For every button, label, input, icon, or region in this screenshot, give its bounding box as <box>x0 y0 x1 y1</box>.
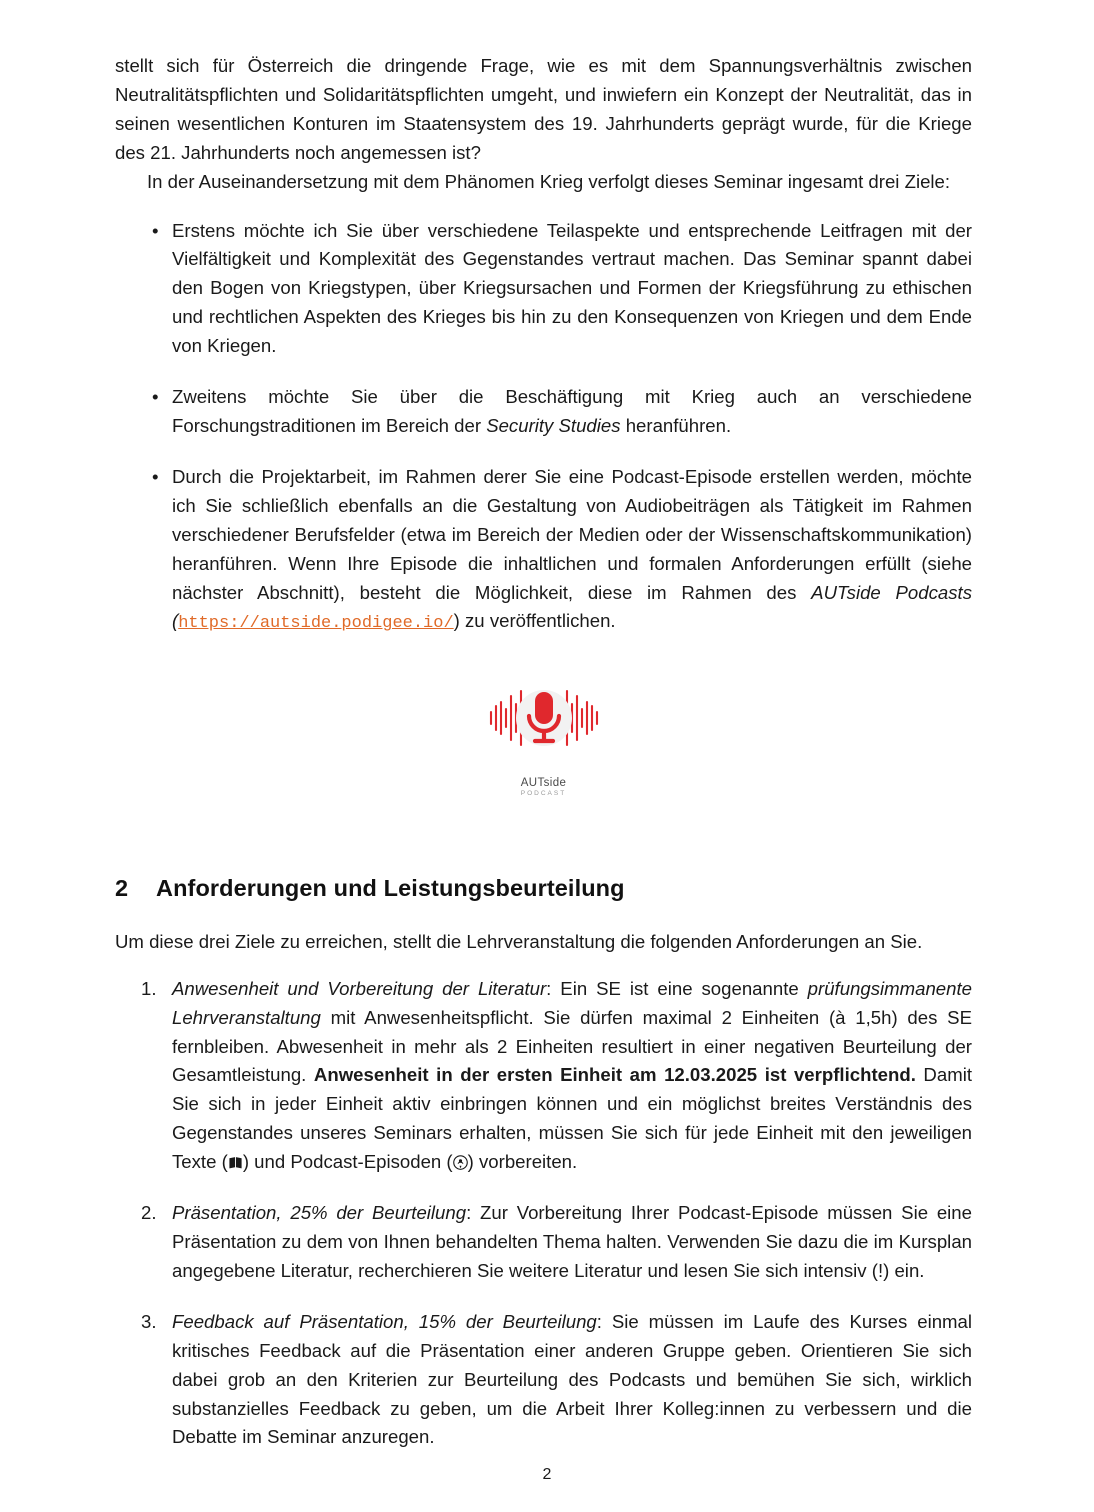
autside-podcast-link[interactable]: https://autside.podigee.io/ <box>178 614 454 634</box>
list-item <box>115 1199 972 1286</box>
autside-podcast-logo <box>115 678 972 797</box>
list-item <box>115 217 972 362</box>
goal-2-italic: Security Studies <box>486 414 621 436</box>
goal-3-text-after: ) zu veröffentlichen. <box>453 610 616 632</box>
page-number: 2 <box>542 1466 552 1483</box>
req-1-lead: Anwesenheit und Vorbereitung der Literatur <box>172 977 547 999</box>
req-1-t3: Damit Sie sich in jeder Einheit aktiv einbringen können und ein möglichst breites Verständnis des Gegenstandes unseres Seminars erhalten, müssen Sie sich für jede Einheit mit den jeweiligen Texte ( <box>172 1064 972 1173</box>
req-3-lead: Feedback auf Präsentation, 15% der Beurteilung <box>172 1310 597 1332</box>
goal-1-text: Erstens möchte ich Sie über verschiedene Teilaspekte und entsprechende Leitfragen mit der Vielfältigkeit und Komplexität des Gegenstandes vertraut machen. Das Seminar spannt dabei den Bogen von Kriegstypen, über Kriegsursachen und Formen der Kriegsführung zu ethischen und rechtlichen Aspekten des Krieges bis hin zu den Konsequenzen von Kriegen und dem Ende von Kriegen. <box>172 219 972 357</box>
section-number: 2 <box>115 874 129 901</box>
logo-subtitle: PODCAST <box>520 789 567 797</box>
req-1-t2: mit Anwesenheitspflicht. Sie dürfen maximal 2 Einheiten (à 1,5h) des SE fernbleiben. Abwesenheit in mehr als 2 Einheiten resultiert in einer negativen Beurteilung der Gesamtleistung. <box>172 1006 972 1086</box>
paragraph-continued: stellt sich für Österreich die dringende Frage, wie es mit dem Spannungsverhältnis zwischen Neutralitätspflichten und Solidaritätspflichten umgeht, und inwiefern ein Konzept der Neutralität, das in seinen wesentlichen Konturen im Staatensystem des 19. Jahrhunderts geprägt wurde, für die Kriege des 21. Jahrhunderts noch angemessen ist? <box>115 55 972 163</box>
list-item <box>115 1308 972 1453</box>
req-2-lead: Präsentation, 25% der Beurteilung <box>172 1202 467 1224</box>
goal-3-italic: AUTside Podcasts <box>811 581 972 603</box>
podcast-microphone-icon <box>485 678 603 774</box>
req-1-t5: ) vorbereiten. <box>467 1151 578 1173</box>
goal-2-text-before: Zweitens möchte Sie über die Beschäftigung mit Krieg auch an verschiedene Forschungstraditionen im Bereich der <box>172 386 972 436</box>
list-item <box>115 463 972 638</box>
goal-3-text-before: Durch die Projektarbeit, im Rahmen derer Sie eine Podcast-Episode erstellen werden, möchte ich Sie schließlich ebenfalls an die Gestaltung von Audiobeiträgen als Tätigkeit im Rahmen verschiedener Berufsfelder (etwa im Bereich der Medien oder der Wissenschaftskommunikation) heranführen. Wenn Ihre Episode die inhaltlichen und formalen Anforderungen erfüllt (siehe nächster Abschnitt), besteht die Möglichkeit, diese im Rahmen des <box>172 465 972 603</box>
section-heading <box>115 875 972 902</box>
list-item <box>115 383 972 441</box>
req-1-t1: : Ein SE ist eine sogenannte <box>546 977 808 999</box>
requirements-list <box>115 975 972 1453</box>
goal-2-text-after: heranführen. <box>620 414 732 436</box>
req-1-t4: ) und Podcast-Episoden ( <box>242 1151 453 1173</box>
page-content <box>115 52 972 1452</box>
req-1-bold: Anwesenheit in der ersten Einheit am 12.03.2025 ist verpflichtend. <box>313 1064 916 1086</box>
podcast-icon <box>453 1150 468 1165</box>
logo-title: AUTside <box>520 776 567 789</box>
req-1-italic-2: prüfungsimmanente Lehrveranstaltung <box>172 977 972 1028</box>
paragraph-goals-intro: In der Auseinandersetzung mit dem Phänomen Krieg verfolgt dieses Seminar ingesamt drei Ziele: <box>147 170 951 192</box>
goal-3-paren-open: ( <box>172 610 179 632</box>
section-title: Anforderungen und Leistungsbeurteilung <box>156 874 625 901</box>
paragraph-requirements-intro: Um diese drei Ziele zu erreichen, stellt die Lehrveranstaltung die folgenden Anforderungen an Sie. <box>115 930 923 952</box>
req-2-t1: : Zur Vorbereitung Ihrer Podcast-Episode müssen Sie eine Präsentation zu dem von Ihnen behandelten Thema halten. Verwenden Sie dazu die im Kursplan angegebene Literatur, recherchieren Sie weitere Literatur und lesen Sie sich intensiv (!) ein. <box>172 1202 972 1281</box>
section-anforderungen <box>115 875 972 1453</box>
book-icon <box>228 1150 243 1165</box>
req-3-t1: : Sie müssen im Laufe des Kurses einmal kritisches Feedback auf die Präsentation einer anderen Gruppe geben. Orientieren Sie sich dabei grob an den Kriterien zur Beurteilung des Podcasts und bemühen Sie sich, wirklich substanzielles Feedback zu geben, um die Arbeit Ihrer Kolleg:innen zu verbessern und die Debatte im Seminar anzuregen. <box>172 1310 972 1448</box>
goals-list <box>115 217 972 638</box>
list-item <box>115 975 972 1177</box>
